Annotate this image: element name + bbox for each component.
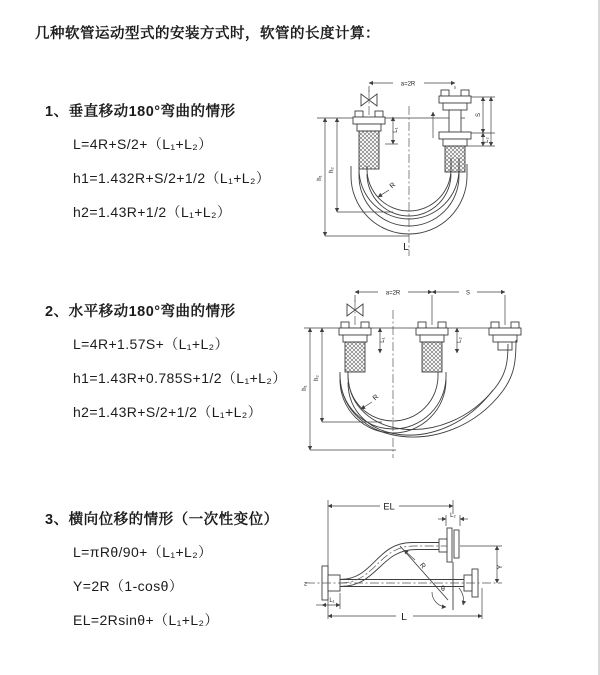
displaced-end-flange <box>439 528 459 562</box>
braided-section <box>345 342 365 372</box>
dim-s-label: S <box>465 290 471 297</box>
page-title: 几种软管运动型式的安装方式时，软管的长度计算： <box>35 26 380 42</box>
dimension-s <box>355 291 505 326</box>
section-1-heading: 1、垂直移动180°弯曲的情形 <box>45 104 236 120</box>
dimension-l2 <box>483 97 491 146</box>
dim-l1-label: L₁ <box>393 127 399 133</box>
formula-h2: h2=1.43R+1/2（L₁+L₂） <box>73 204 232 220</box>
fixed-end-flange <box>339 322 371 372</box>
radius-callout <box>378 182 397 197</box>
dimension-a2r <box>355 291 432 297</box>
dim-l1-label: L₁ <box>380 337 386 343</box>
dimension-l <box>328 588 482 623</box>
section-horizontal-movement <box>45 300 315 436</box>
dim-s-label: S <box>476 112 482 118</box>
dim-h1-label: h₁ <box>302 385 308 391</box>
radius-label: R <box>371 393 381 403</box>
dim-h2-label: h₂ <box>314 375 320 381</box>
dim-l2-label: L₂ <box>484 137 490 143</box>
formula-length: L=4R+1.57S+（L₁+L₂） <box>73 336 229 352</box>
length-label: L <box>403 241 409 253</box>
fixed-end-flange <box>353 111 385 169</box>
formula-h1: h1=1.43R+0.785S+1/2（L₁+L₂） <box>73 370 287 386</box>
section-lateral-displacement <box>45 508 315 644</box>
dim-y-label: Y <box>497 564 504 570</box>
radius-label: R <box>417 561 427 571</box>
dim-a2r-label: a=2R <box>400 81 416 88</box>
diagram-horizontal-180-bend <box>296 276 596 466</box>
radius-callout <box>361 394 380 409</box>
dimension-l1 <box>380 328 386 353</box>
dimension-l1 <box>385 117 399 144</box>
dim-a2r-label: a=2R <box>385 290 401 297</box>
formula-el: EL=2Rsinθ+（L₁+L₂） <box>73 612 219 628</box>
formula-h2: h2=1.43R+S/2+1/2（L₁+L₂） <box>73 404 263 420</box>
theta-label: θ <box>441 586 445 593</box>
section-vertical-movement <box>45 100 315 236</box>
dim-h1-label: h₁ <box>317 175 323 181</box>
dim-l2-label: L₂ <box>450 513 456 519</box>
axis-z-label: z <box>304 581 307 588</box>
dimension-l2 <box>457 328 463 353</box>
moving-end-original <box>416 322 448 372</box>
section-3-heading: 3、横向位移的情形（一次性变位） <box>45 512 279 528</box>
dim-el-label: EL <box>383 501 395 513</box>
dim-l2-label: L₂ <box>457 337 463 343</box>
dimension-el <box>328 500 453 619</box>
dimension-l2 <box>438 513 468 526</box>
dim-l1-label: L₁ <box>329 598 335 604</box>
formula-length: L=4R+S/2+（L₁+L₂） <box>73 136 213 152</box>
braided-section <box>445 146 465 172</box>
diagram-vertical-180-bend <box>305 66 595 266</box>
formula-h1: h1=1.432R+S/2+1/2（L₁+L₂） <box>73 170 271 186</box>
dim-h2-label: h₂ <box>329 167 335 173</box>
formula-y: Y=2R（1-cosθ） <box>73 578 184 594</box>
braided-section <box>359 131 379 169</box>
section-2-heading: 2、水平移动180°弯曲的情形 <box>45 304 236 320</box>
dim-l-label: L <box>401 611 407 623</box>
diagram-lateral-displacement <box>296 488 598 648</box>
braided-section <box>422 342 442 372</box>
radius-label: R <box>388 181 398 191</box>
moving-end-flange <box>439 90 471 172</box>
formula-length: L=πRθ/90+（L₁+L₂） <box>73 544 213 560</box>
